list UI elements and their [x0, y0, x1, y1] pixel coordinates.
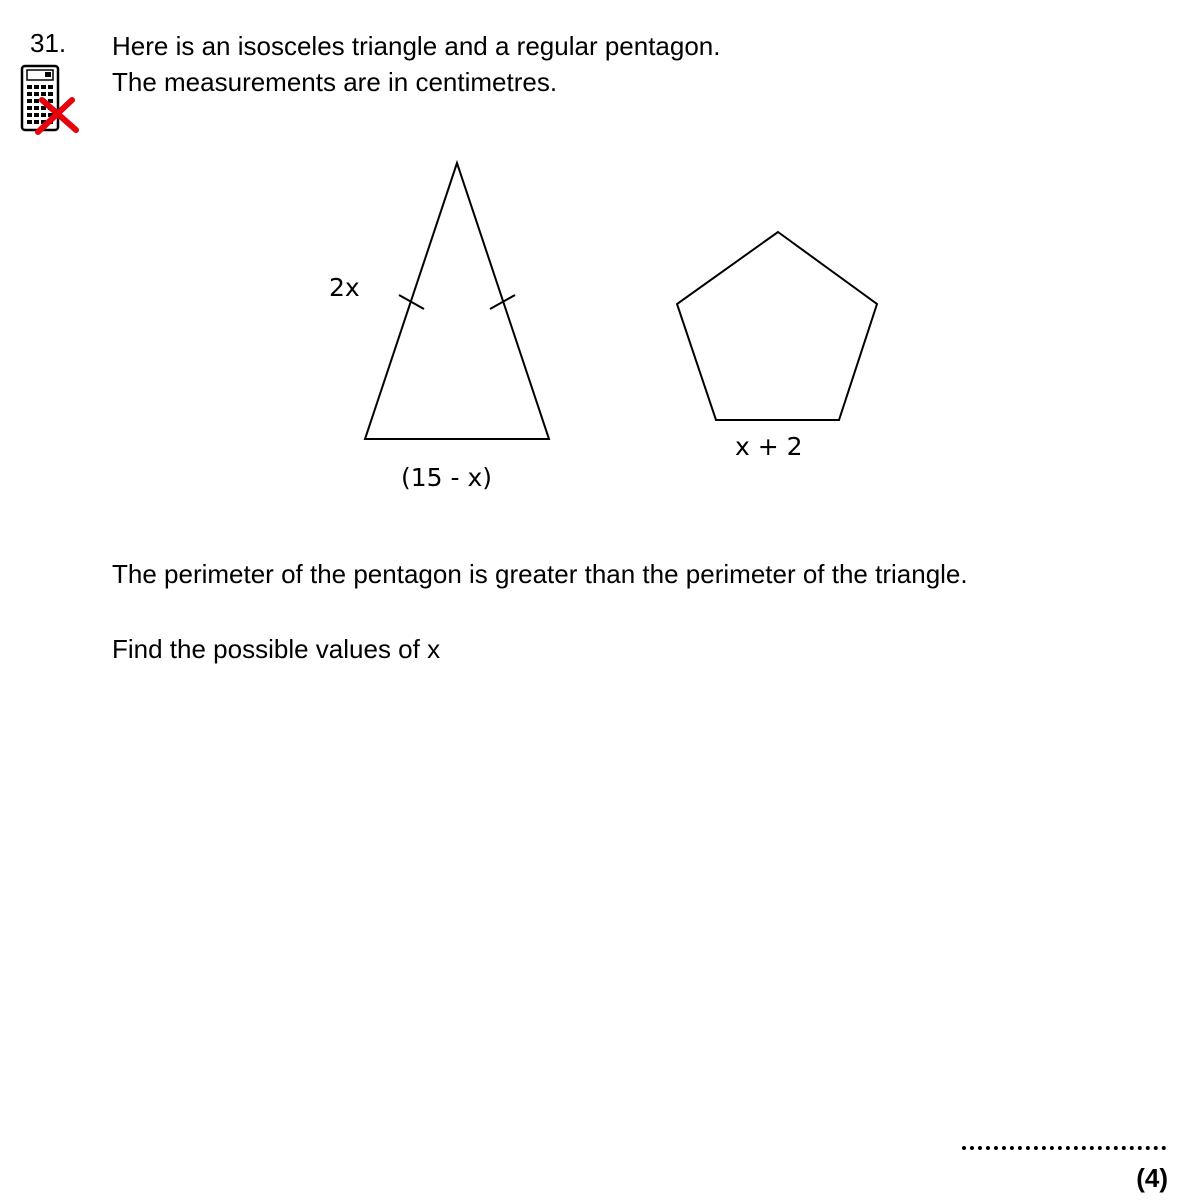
pentagon-side-label: x + 2: [735, 432, 803, 461]
perimeter-statement: The perimeter of the pentagon is greater than the perimeter of the triangle.: [112, 559, 968, 589]
intro-line-2: The measurements are in centimetres.: [112, 67, 558, 97]
triangle-base-label: (15 - x): [401, 463, 493, 492]
question-number: 31.: [30, 28, 67, 58]
marks-label: (4): [1136, 1163, 1168, 1193]
intro-line-1: Here is an isosceles triangle and a regular pentagon.: [112, 31, 721, 61]
shapes-figure: [0, 0, 1180, 520]
isosceles-triangle: [365, 163, 549, 439]
question-instruction: Find the possible values of x: [112, 634, 441, 664]
regular-pentagon: [677, 232, 877, 420]
triangle-side-label: 2x: [329, 273, 360, 302]
answer-line[interactable]: [962, 1136, 1166, 1150]
